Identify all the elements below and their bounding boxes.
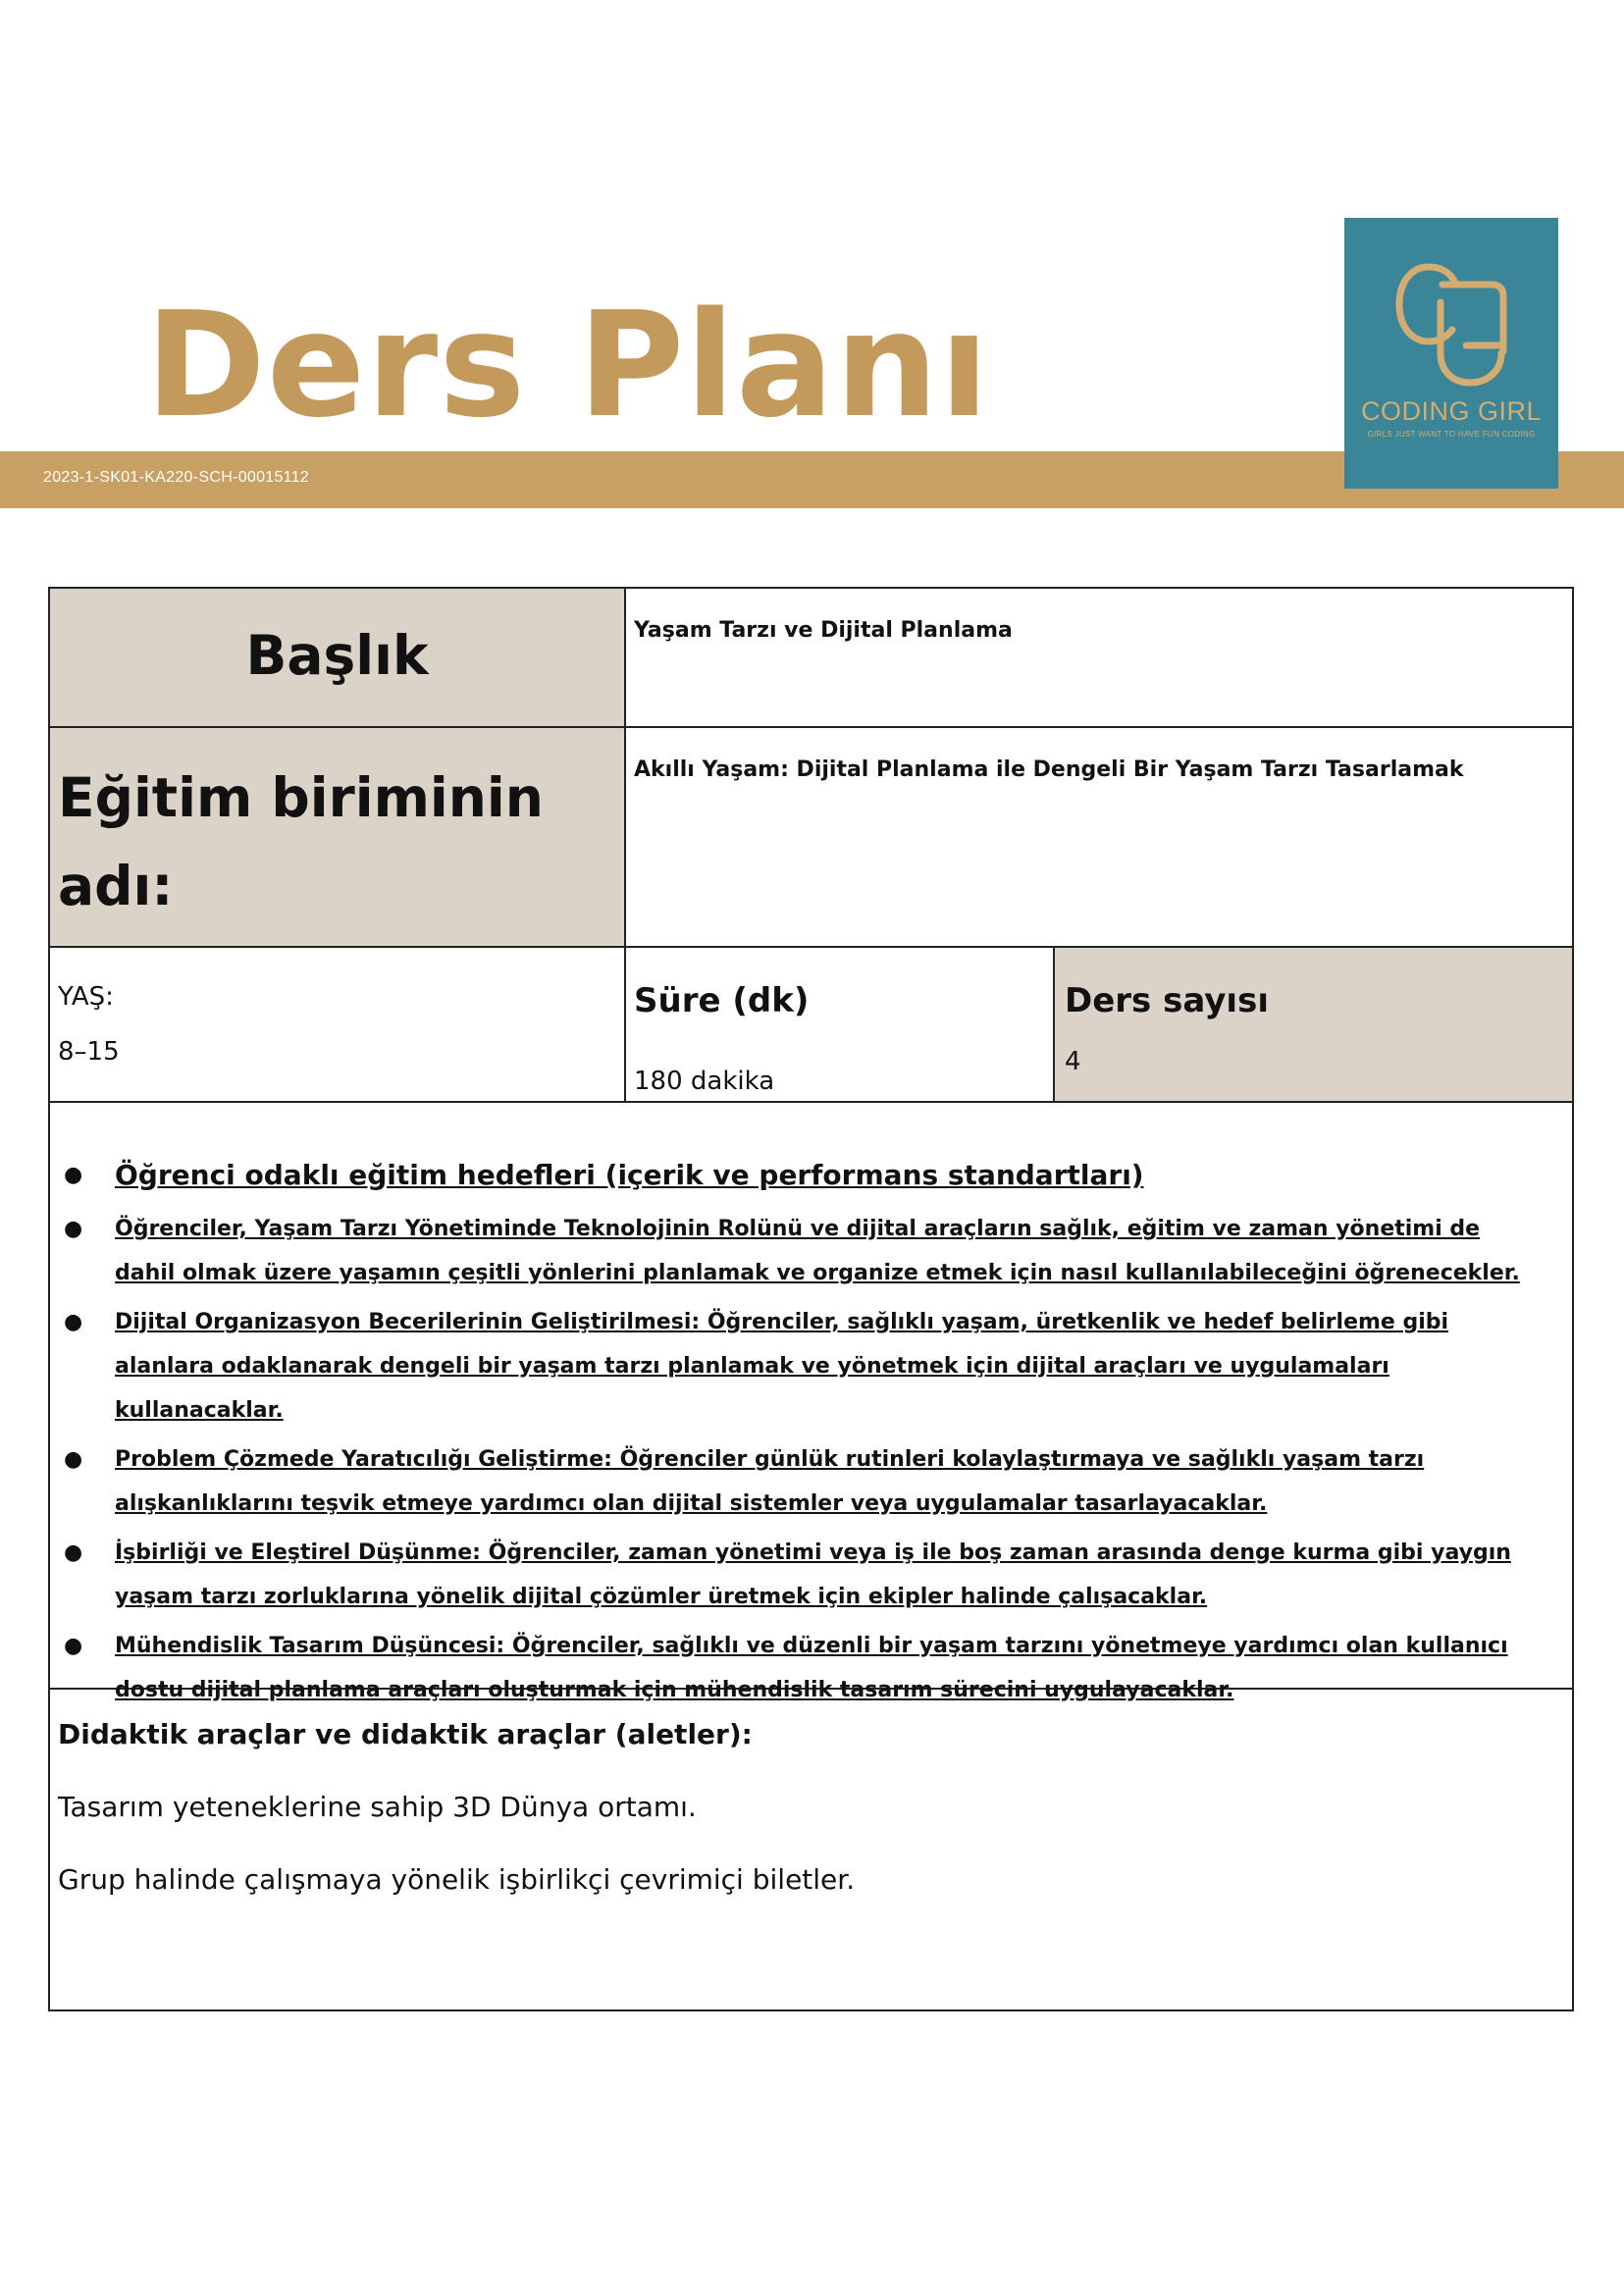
objectives-heading [50,1152,1545,1199]
unit-label-wrap [58,754,607,930]
duration-value: 180 dakika [634,1067,775,1096]
bullet-icon: ● [64,1634,83,1658]
lessons-label: Ders sayısı [1065,981,1269,1020]
objective-item [50,1437,1545,1526]
tools-section [58,1715,1559,1900]
grid-line [50,726,1572,728]
objectives-list [50,1152,1545,1712]
objective-item [50,1624,1545,1712]
unit-value: Akıllı Yaşam: Dijital Planlama ile Dengeli Bir Yaşam Tarzı Tasarlamak [634,757,1464,782]
objective-text: İşbirliği ve Eleştirel Düşünme: Öğrenciler, zaman yönetimi veya iş ile boş zaman arasında denge kurma gibi yaygın yaşam tarzı zorluklarına yönelik dijital çözümler üretmek için ekipler halinde çalışacaklar. [115,1540,1511,1609]
objectives-heading-text: Öğrenci odaklı eğitim hedefleri (içerik ve performans standartları) [115,1159,1144,1191]
bullet-icon: ● [64,1540,83,1565]
unit-label: Eğitim biriminin adı: [58,766,544,917]
objective-item [50,1531,1545,1619]
lessons-cell [1055,948,1572,1101]
tools-label: Didaktik araçlar ve didaktik araçlar (aletler): [58,1718,753,1750]
tools-item: Grup halinde çalışmaya yönelik işbirlikçi çevrimiçi biletler. [58,1863,856,1896]
grid-line [50,1101,1572,1103]
bullet-icon: ● [64,1217,83,1241]
bullet-icon: ● [64,1163,83,1187]
bullet-icon: ● [64,1310,83,1334]
tools-item: Tasarım yeteneklerine sahip 3D Dünya ortamı. [58,1791,697,1823]
lessons-value: 4 [1065,1047,1081,1076]
grid-line [50,946,1572,948]
age-value: 8–15 [58,1037,120,1067]
coding-girl-logo [1344,218,1558,489]
bullet-icon: ● [64,1447,83,1472]
age-label: YAŞ: [58,982,114,1012]
title-value: Yaşam Tarzı ve Dijital Planlama [634,618,1013,643]
objective-item [50,1207,1545,1295]
objective-text: Öğrenciler, Yaşam Tarzı Yönetiminde Teknolojinin Rolünü ve dijital araçların sağlık, eğitim ve zaman yönetimi de dahil olmak üzere yaşamın çeşitli yönlerini planlamak ve organize etmek için nasıl kullanılabileceğini öğrenecekler. [115,1217,1520,1285]
cg-monogram-icon [1395,263,1507,387]
logo-name: CODING GIRL [1360,396,1543,426]
title-label: Başlık [245,624,429,687]
objective-text: Mühendislik Tasarım Düşüncesi: Öğrenciler, sağlıklı ve düzenli bir yaşam tarzını yönetmeye yardımcı olan kullanıcı dostu dijital planlama araçları oluşturmak için mühendislik tasarım sürecini uygulayacaklar. [115,1634,1508,1702]
lesson-plan-table [48,587,1574,2011]
objective-text: Dijital Organizasyon Becerilerinin Geliştirilmesi: Öğrenciler, sağlıklı yaşam, üretkenlik ve hedef belirleme gibi alanlara odaklanarak dengeli bir yaşam tarzı planlamak ve yönetmek için dijital araçları ve uygulamaları kullanacaklar. [115,1310,1449,1423]
grid-line [624,589,626,1101]
grid-line [1053,948,1055,1101]
project-code: 2023-1-SK01-KA220-SCH-00015112 [43,469,310,486]
objectives-section [50,1152,1569,1712]
duration-label: Süre (dk) [634,981,810,1020]
objective-text: Problem Çözmede Yaratıcılığı Geliştirme: Öğrenciler günlük rutinleri kolaylaştırmaya ve sağlıklı yaşam tarzı alışkanlıklarını teşvik etmeye yardımcı olan dijital sistemler veya uygulamalar tasarlayacaklar. [115,1447,1425,1516]
objective-item [50,1300,1545,1433]
page-title: Ders Planı [145,281,990,449]
logo-tagline: GIRLS JUST WANT TO HAVE FUN CODING [1367,430,1536,439]
